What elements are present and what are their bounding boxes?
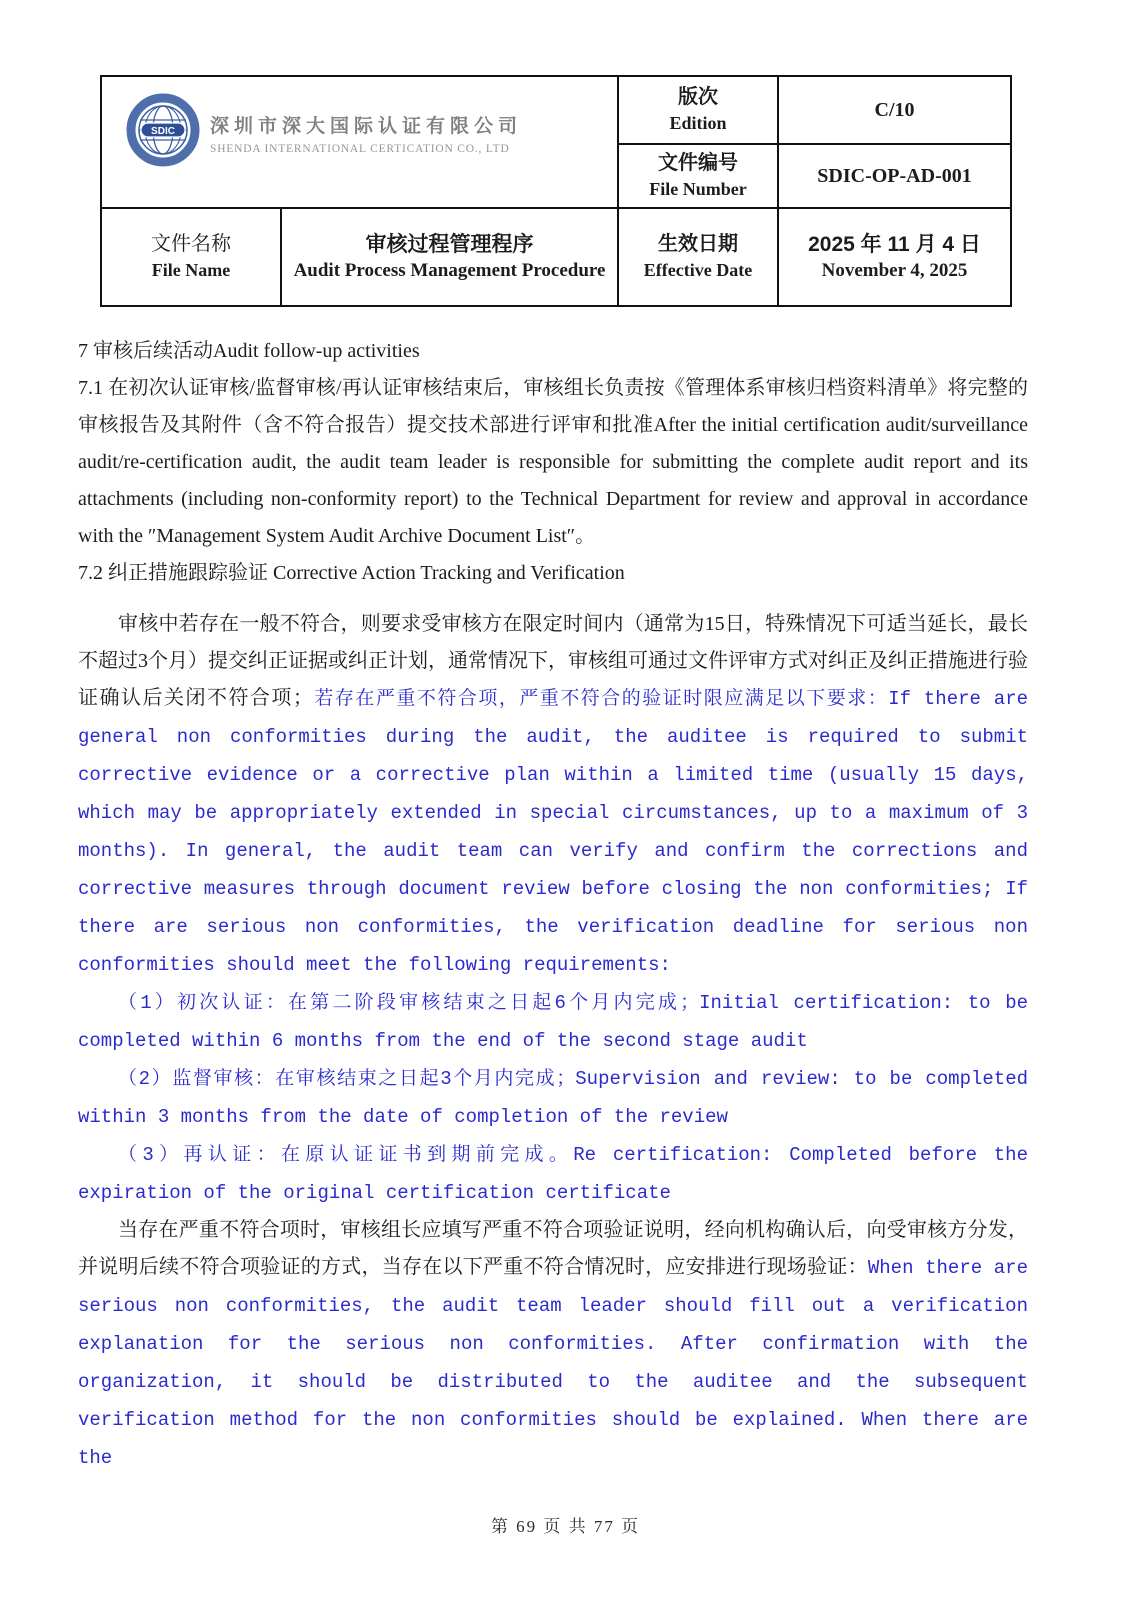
effective-date-cn: 2025 年 11 月 4 日 [808, 232, 981, 256]
company-header-cell [101, 76, 618, 208]
list-item-supervision-audit [78, 1060, 1028, 1136]
heading-text: 7.2 纠正措施跟踪验证 Corrective Action Tracking and Verification [78, 562, 625, 584]
document-body [78, 333, 1028, 1477]
effective-date-label-cn: 生效日期 [658, 233, 739, 256]
paragraph-7-1 [78, 370, 1028, 555]
company-name-cn: 深圳市深大国际认证有限公司 [210, 115, 523, 137]
edition-value: C/10 [874, 98, 915, 121]
document-title-cn: 审核过程管理程序 [365, 232, 534, 256]
file-number-label-cn: 文件编号 [658, 152, 739, 175]
svg-text:SDIC: SDIC [151, 126, 175, 137]
file-name-label-en: File Name [151, 260, 231, 281]
document-title-en: Audit Process Management Procedure [293, 260, 606, 282]
document-header-table [100, 75, 1012, 307]
effective-date-en: November 4, 2025 [821, 260, 968, 282]
list-item-text: （1）初次认证：在第二阶段审核结束之日起6个月内完成；Initial certification: to be completed within 6 months from the end of the second stage audit [78, 992, 1028, 1052]
effective-date-label-en: Effective Date [643, 260, 753, 281]
file-number-value-cell [778, 144, 1011, 208]
paragraph-text-blue: When there are serious non conformities, the audit team leader should fill out a verification explanation for the serious non conformities. After confirmation with the organization, it should be distributed to the auditee and the subsequent verification method for the non conformities should be explained. When there are the [78, 1257, 1028, 1469]
company-name-en: SHENDA INTERNATIONAL CERTICATION CO., LTD [210, 142, 510, 155]
edition-value-cell [778, 76, 1011, 144]
paragraph-text-blue: 若存在严重不符合项，严重不符合的验证时限应满足以下要求：If there are general non conformities during the audit, the auditee is required to submit corrective evidence or a corrective plan within a limited time (usually 15 days, which may be appropriately extended in special circumstances, up to a maximum of 3 months). In general, the audit team can verify and confirm the corrections and corrective measures through document review before closing the non conformities; If there are serious non conformities, the verification deadline for serious non conformities should meet the following requirements: [78, 688, 1028, 976]
list-item-initial-certification [78, 984, 1028, 1060]
list-item-text: （3）再认证：在原认证证书到期前完成。Re certification: Completed before the expiration of the original certification certificate [78, 1144, 1028, 1204]
edition-label-en: Edition [669, 113, 727, 134]
paragraph-text-black: 审核中若存在一般不符合，则要求受审核方在限定时间内（通常为15日，特殊情况下可适当延长，最长不超过3个月）提交纠正证据或纠正计划，通常情况下，审核组可通过文件评审方式对纠正及纠正措施进行验证确认后关闭不符合项； [78, 613, 1028, 709]
section-7-2-heading [78, 555, 1028, 592]
effective-date-label-cell [618, 208, 778, 306]
company-logo-icon [126, 93, 200, 172]
file-number-label-en: File Number [649, 179, 747, 200]
section-7-heading [78, 333, 1028, 370]
page-number-indicator: 第 69 页 共 77 页 [490, 1517, 641, 1536]
file-name-value-cell [281, 208, 618, 306]
heading-text: 7 审核后续活动Audit follow-up activities [78, 340, 420, 362]
edition-label-cn: 版次 [678, 86, 719, 109]
effective-date-value-cell [778, 208, 1011, 306]
file-name-label-cell [101, 208, 281, 306]
list-item-recertification [78, 1136, 1028, 1212]
paragraph-serious-nonconformity [78, 1212, 1028, 1477]
file-number-value: SDIC-OP-AD-001 [817, 164, 972, 187]
file-number-label-cell [618, 144, 778, 208]
paragraph-text: 7.1 在初次认证审核/监督审核/再认证审核结束后，审核组长负责按《管理体系审核归档资料清单》将完整的审核报告及其附件（含不符合报告）提交技术部进行评审和批准After the initial certification audit/surveillance audit/re-certification audit, the audit team leader is responsible for submitting the complete audit report and its attachments (including non-conformity report) to the Technical Department for review and approval in accordance with the ″Management System Audit Archive Document List″。 [78, 377, 1028, 547]
edition-label-cell [618, 76, 778, 144]
paragraph-corrective-action [78, 606, 1028, 984]
list-item-text: （2）监督审核：在审核结束之日起3个月内完成；Supervision and review: to be completed within 3 months from the date of completion of the review [78, 1068, 1028, 1128]
file-name-label-cn: 文件名称 [151, 233, 231, 256]
paragraph-text-black: 当存在严重不符合项时，审核组长应填写严重不符合项验证说明，经向机构确认后，向受审核方分发，并说明后续不符合项验证的方式，当存在以下严重不符合情况时，应安排进行现场验证： [78, 1219, 1028, 1278]
